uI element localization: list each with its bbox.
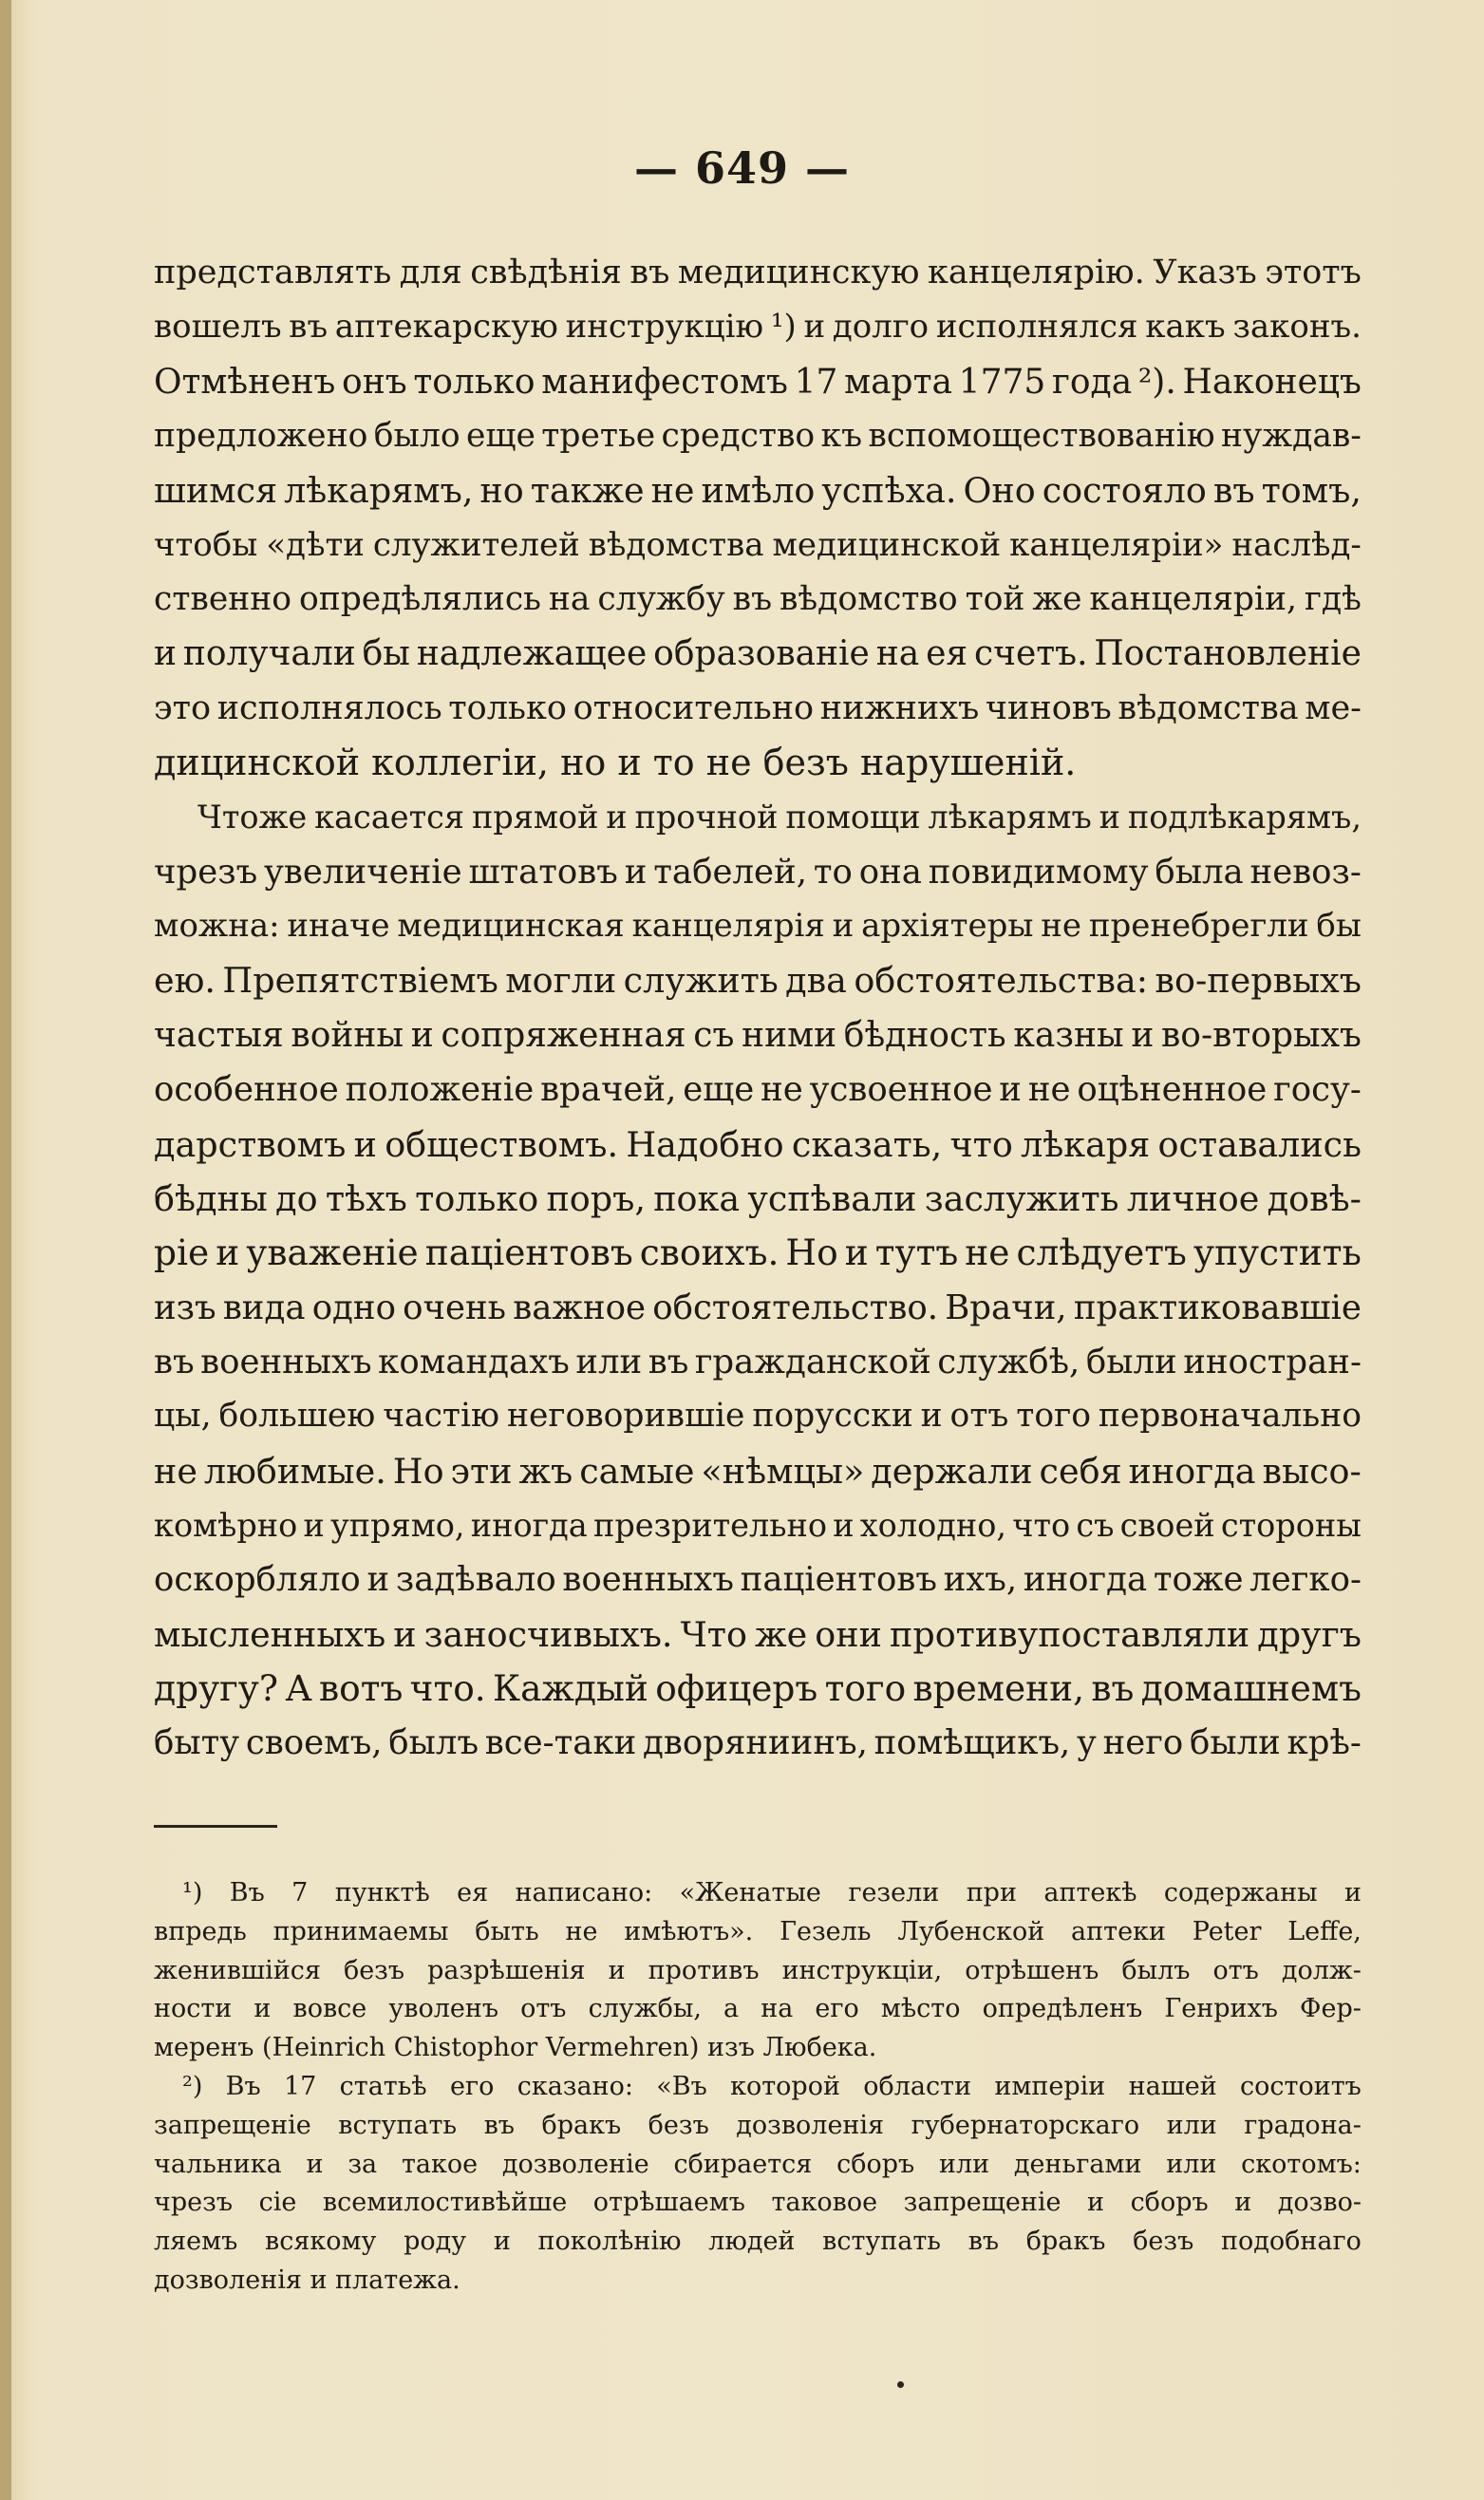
text-line: въ военныхъ командахъ или въ гражданской службѣ, были иностран- [154,1342,1362,1382]
text-line: Отмѣненъ онъ только манифестомъ 17 марта 1775 года ²). Наконецъ [154,362,1362,402]
footnote-line: женившійся безъ разрѣшенія и противъ инструкціи, отрѣшенъ былъ отъ долж- [154,1955,1362,1985]
text-line: это исполнялось только относительно нижнихъ чиновъ вѣдомства ме- [154,688,1362,727]
text-line: не любимые. Но эти жъ самые «нѣмцы» держали себя иногда высо- [154,1450,1362,1492]
text-line: ею. Препятствіемъ могли служить два обстоятельства: во-первыхъ [154,960,1362,1002]
text-line: шимся лѣкарямъ, но также не имѣло успѣха. Оно состояло въ томъ, [154,470,1362,512]
footnote-line: впредь принимаемы быть не имѣютъ». Гезель Лубенской аптеки Peter Leffe, [154,1916,1362,1946]
body-text [154,246,1362,1771]
footnote-line: ²) Въ 17 статьѣ его сказано: «Въ которой области имперіи нашей состоитъ [182,2071,1362,2101]
footnote-line: ности и вовсе уволенъ отъ службы, а на его мѣсто опредѣленъ Генрихъ Фер- [154,1994,1362,2024]
text-line: цы, большею частію неговорившіе порусски и отъ того первоначально [154,1397,1362,1436]
page-number: — 649 — [633,142,851,194]
footnote-line: ¹) Въ 7 пунктѣ ея написано: «Женатые гезели при аптекѣ содержаны и [182,1878,1362,1908]
footnote-line: чрезъ сіе всемилостивѣйше отрѣшаемъ таковое запрещеніе и сборъ и дозво- [154,2188,1362,2218]
text-line: другу? А вотъ что. Каждый офицеръ того времени, въ домашнемъ [154,1666,1362,1709]
text-line: чтобы «дѣти служителей вѣдомства медицинской канцеляріи» наслѣд- [154,525,1362,564]
text-line: и получали бы надлежащее образованіе на ея счетъ. Постановленіе [154,634,1362,674]
text-line: Чтоже касается прямой и прочной помощи лѣкарямъ и подлѣкарямъ, [197,799,1362,836]
text-line: быту своемъ, былъ все-таки дворяниинъ, помѣщикъ, у него были крѣ- [154,1723,1362,1763]
footnote-line: меренъ (Heinrich Chistophor Vermehren) изъ Любека. [154,2033,877,2063]
text-line: предложено было еще третье средство къ вспомоществованію нуждав- [154,417,1362,456]
footnote-line: дозволенія и платежа. [154,2265,460,2295]
text-line: ственно опредѣлялись на службу въ вѣдомство той же канцеляріи, гдѣ [154,580,1362,619]
text-line: частыя войны и сопряженная съ ними бѣдность казны и во-вторыхъ [154,1015,1362,1055]
footnotes [154,1874,1362,2301]
text-line: мысленныхъ и заносчивыхъ. Что же они противупоставляли другъ [154,1613,1362,1655]
text-line: дицинской коллегіи, но и то не безъ нарушеній. [154,742,1077,784]
footnote-separator [154,1825,277,1828]
text-line: оскорбляло и задѣвало военныхъ паціентовъ ихъ, иногда тоже легко- [154,1560,1362,1600]
text-line: особенное положеніе врачей, еще не усвоенное и не оцѣненное госу- [154,1070,1362,1110]
text-line: вошелъ въ аптекарскую инструкцію ¹) и долго исполнялся какъ законъ. [154,308,1362,347]
binding-edge [0,0,11,2500]
text-line: ріе и уваженіе паціентовъ своихъ. Но и тутъ не слѣдуетъ упустить [154,1231,1362,1274]
text-line: представлять для свѣдѣнія въ медицинскую канцелярію. Указъ этотъ [154,254,1362,291]
footnote-line: ляемъ всякому роду и поколѣнію людей вступать въ бракъ безъ подобнаго [154,2227,1362,2257]
ink-speck [897,2381,904,2388]
text-line: дарствомъ и обществомъ. Надобно сказать, что лѣкаря оставались [154,1123,1362,1165]
text-line: можна: иначе медицинская канцелярія и архіятеры не пренебрегли бы [154,907,1362,946]
text-line: комѣрно и упрямо, иногда презрительно и холодно, что съ своей стороны [154,1506,1362,1544]
text-line: бѣдны до тѣхъ только поръ, пока успѣвали заслужить личное довѣ- [154,1177,1362,1219]
footnote-line: чальника и за такое дозволеніе сбирается сборъ или деньгами или скотомъ: [154,2149,1362,2179]
text-line: чрезъ увеличеніе штатовъ и табелей, то она повидимому была невоз- [154,852,1362,892]
footnote-line: запрещеніе вступать въ бракъ безъ дозволенія губернаторскаго или градона- [154,2110,1362,2140]
text-line: изъ вида одно очень важное обстоятельство. Врачи, практиковавшіе [154,1288,1362,1327]
